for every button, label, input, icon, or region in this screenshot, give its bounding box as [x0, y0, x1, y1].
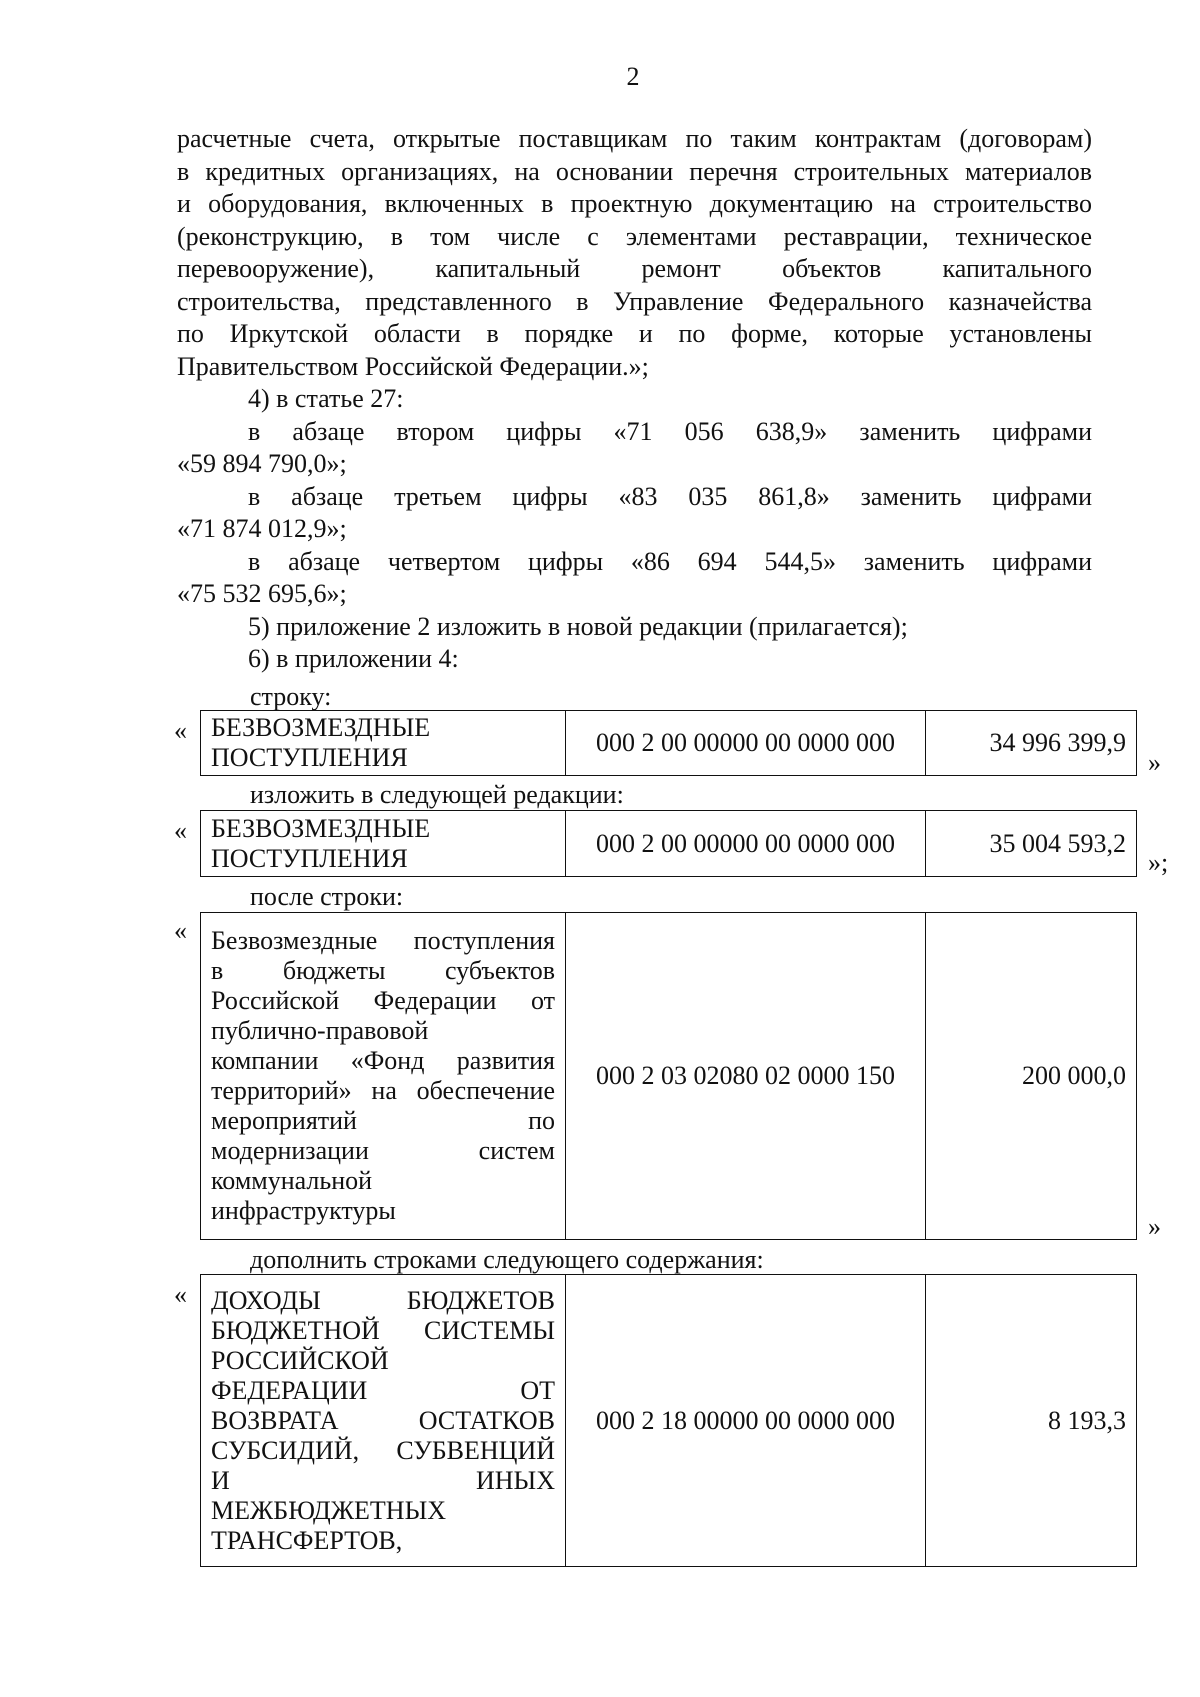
quote-close: »: [1148, 1212, 1161, 1241]
name-line: Безвозмездные поступления: [211, 926, 555, 955]
paragraph-line: Правительством Российской Федерации.»;: [177, 351, 649, 381]
name-line: БЕЗВОЗМЕЗДНЫЕ: [211, 813, 431, 843]
row-code: 000 2 00 00000 00 0000 000: [566, 711, 926, 776]
paragraph-line: строительства, представленного в Управление Федерального казначейства: [177, 286, 1092, 316]
quote-open: «: [174, 716, 187, 745]
quote-open: «: [174, 916, 187, 945]
item-5: 5) приложение 2 изложить в новой редакции (прилагается);: [248, 611, 908, 641]
item-4-c-line1: в абзаце четвертом цифры «86 694 544,5» заменить цифрами: [248, 546, 1092, 576]
name-line: ВОЗВРАТА ОСТАТКОВ: [211, 1405, 555, 1435]
row-name: [201, 1275, 566, 1567]
row-code: 000 2 03 02080 02 0000 150: [566, 913, 926, 1240]
table-row: [201, 913, 1137, 1240]
item-4-b-line2: «71 874 012,9»;: [177, 514, 347, 543]
row-code: 000 2 18 00000 00 0000 000: [566, 1275, 926, 1567]
row-code: 000 2 00 00000 00 0000 000: [566, 811, 926, 877]
row-name: [201, 811, 566, 877]
row-name: [201, 913, 566, 1240]
item-6: 6) в приложении 4:: [248, 644, 459, 673]
name-line: РОССИЙСКОЙ: [211, 1345, 389, 1375]
name-line: БЕЗВОЗМЕЗДНЫЕ: [211, 713, 431, 742]
row-amount: 34 996 399,9: [926, 711, 1137, 776]
paragraph-line: и оборудования, включенных в проектную документацию на строительство: [177, 189, 1092, 218]
paragraph-line: расчетные счета, открытые поставщикам по таким контрактам (договорам): [177, 124, 1092, 153]
table-row-after: [200, 912, 1137, 1240]
label-line: строку:: [250, 682, 332, 711]
name-line: ТРАНСФЕРТОВ,: [211, 1525, 403, 1555]
name-line: ПОСТУПЛЕНИЯ: [211, 843, 408, 873]
paragraph-line: перевооружение), капитальный ремонт объектов капитального: [177, 254, 1092, 283]
item-4-a-line1: в абзаце втором цифры «71 056 638,9» заменить цифрами: [248, 416, 1092, 446]
paragraph-line: в кредитных организациях, на основании перечня строительных материалов: [177, 156, 1092, 186]
quote-open: «: [174, 816, 187, 845]
name-line: в бюджеты субъектов: [211, 956, 555, 985]
label-new: изложить в следующей редакции:: [250, 780, 624, 809]
table-row-add: [200, 1274, 1137, 1567]
row-amount: 200 000,0: [926, 913, 1137, 1240]
name-line: публично-правовой: [211, 1016, 429, 1045]
quote-close: »: [1148, 748, 1161, 777]
item-4-b-line1: в абзаце третьем цифры «83 035 861,8» заменить цифрами: [248, 481, 1092, 511]
name-line: ДОХОДЫ БЮДЖЕТОВ: [211, 1285, 555, 1315]
paragraph-line: (реконструкцию, в том числе с элементами реставрации, техническое: [177, 221, 1092, 251]
table-row: [201, 811, 1137, 877]
item-4-c-line2: «75 532 695,6»;: [177, 579, 347, 608]
name-line: И ИНЫХ: [211, 1465, 555, 1495]
name-line: компании «Фонд развития: [211, 1046, 555, 1075]
page-number: 2: [626, 62, 640, 91]
row-name: [201, 711, 566, 776]
name-line: ФЕДЕРАЦИИ ОТ: [211, 1375, 555, 1405]
name-line: мероприятий по: [211, 1106, 555, 1135]
label-after: после строки:: [250, 882, 404, 911]
item-4-a-line2: «59 894 790,0»;: [177, 449, 347, 478]
name-line: СУБСИДИЙ, СУБВЕНЦИЙ: [211, 1435, 555, 1465]
table-row: [201, 711, 1137, 776]
table-row: [201, 1275, 1137, 1567]
row-amount: 8 193,3: [926, 1275, 1137, 1567]
name-line: модернизации систем: [211, 1136, 555, 1165]
paragraph-line: по Иркутской области в порядке и по форме, которые установлены: [177, 319, 1092, 348]
name-line: БЮДЖЕТНОЙ СИСТЕМЫ: [211, 1315, 555, 1345]
body-text: [177, 123, 1092, 676]
name-line: инфраструктуры: [211, 1196, 396, 1225]
quote-close-semicolon: »;: [1148, 848, 1169, 877]
name-line: ПОСТУПЛЕНИЯ: [211, 743, 408, 772]
name-line: территорий» на обеспечение: [211, 1076, 555, 1105]
name-line: МЕЖБЮДЖЕТНЫХ: [211, 1495, 447, 1525]
row-amount: 35 004 593,2: [926, 811, 1137, 877]
name-line: коммунальной: [211, 1166, 373, 1195]
table-row-new: [200, 810, 1137, 877]
table-row-old: [200, 710, 1137, 776]
item-4: 4) в статье 27:: [248, 384, 404, 413]
quote-open: «: [174, 1280, 187, 1309]
name-line: Российской Федерации от: [211, 986, 555, 1015]
label-add: дополнить строками следующего содержания:: [250, 1245, 764, 1274]
